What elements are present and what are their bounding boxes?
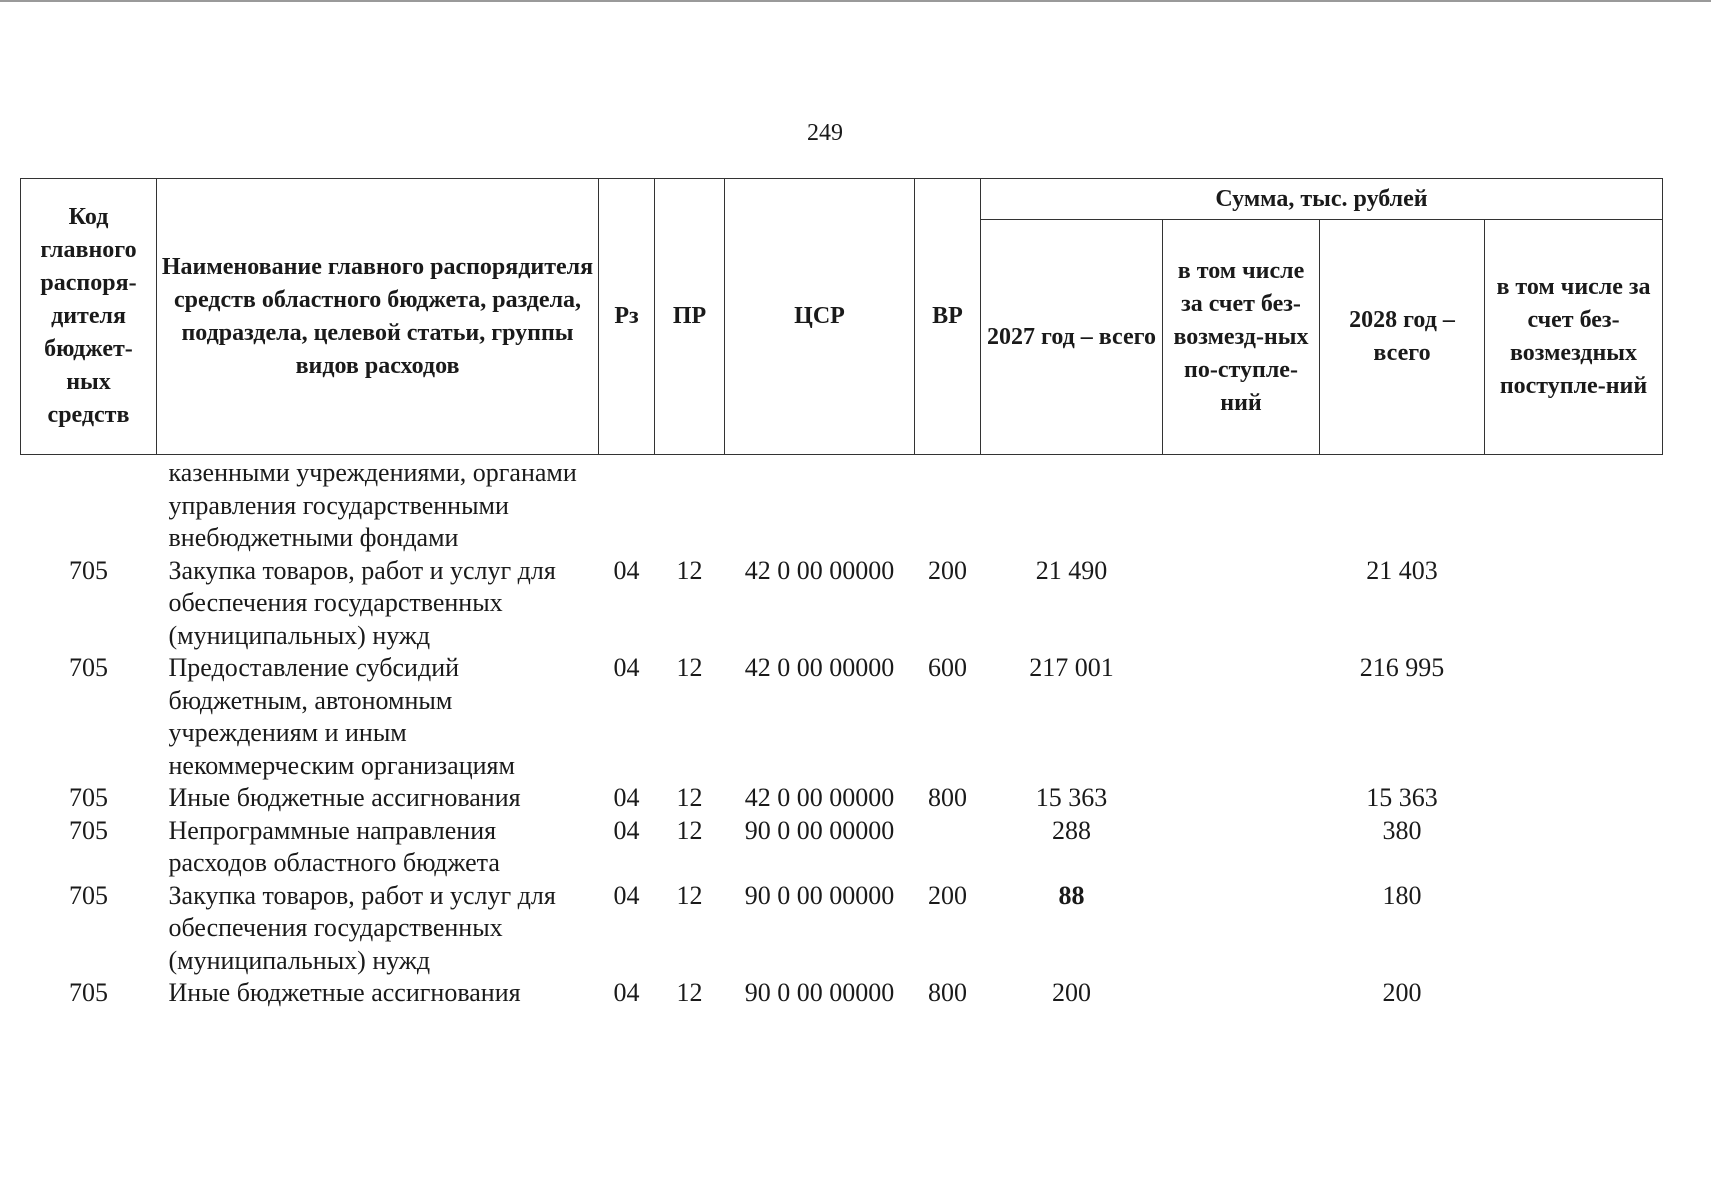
cell-name: Иные бюджетные ассигнования	[168, 783, 521, 812]
cell-csr: 42 0 00 00000	[744, 555, 895, 585]
cell-2027-total: 217 001	[1029, 653, 1114, 682]
cell-pr: 12	[676, 555, 703, 585]
cell-pr	[655, 455, 725, 555]
cell-2028-total: 380	[1382, 815, 1422, 845]
cell-code: 705	[69, 783, 108, 812]
table-row	[21, 455, 1663, 555]
cell-2027-total: 21 490	[1035, 555, 1108, 585]
header-code: Код главного распоря-дителя бюджет-ных средств	[21, 179, 157, 455]
header-csr: ЦСР	[725, 179, 915, 455]
header-vr: ВР	[915, 179, 981, 455]
cell-csr: 90 0 00 00000	[744, 880, 895, 910]
cell-csr: 42 0 00 00000	[744, 653, 895, 682]
table-row	[21, 815, 1663, 880]
cell-csr: 42 0 00 00000	[744, 783, 895, 812]
cell-code: 705	[69, 653, 108, 682]
cell-vr: 800	[928, 783, 967, 812]
cell-2027-gratuitous	[1163, 880, 1320, 978]
cell-pr: 12	[676, 783, 703, 812]
budget-table	[20, 178, 1663, 1010]
cell-csr	[725, 455, 915, 555]
cell-rz: 04	[613, 653, 640, 682]
cell-rz: 04	[613, 880, 640, 910]
table-body	[21, 455, 1663, 1010]
cell-name: казенными учреждениями, органами управления государственными внебюджетными фондами	[168, 458, 577, 552]
cell-2027-gratuitous	[1163, 652, 1320, 782]
cell-code: 705	[69, 978, 108, 1007]
cell-name: Непрограммные направления расходов областного бюджета	[168, 815, 500, 877]
header-rz: Рз	[599, 179, 655, 455]
cell-2028-total: 180	[1382, 880, 1422, 910]
table-row	[21, 652, 1663, 782]
cell-rz: 04	[613, 978, 640, 1007]
table-header	[21, 179, 1663, 455]
cell-csr: 90 0 00 00000	[744, 978, 895, 1007]
cell-2028-total: 200	[1382, 978, 1422, 1007]
cell-rz: 04	[613, 783, 640, 812]
header-2028-total: 2028 год – всего	[1320, 220, 1485, 455]
cell-rz	[599, 455, 655, 555]
cell-2027-total: 288	[1052, 815, 1091, 845]
cell-pr: 12	[676, 653, 703, 682]
cell-2028-total: 216 995	[1359, 653, 1445, 682]
cell-vr: 200	[928, 555, 967, 585]
cell-2027-gratuitous	[1163, 555, 1320, 653]
table-row	[21, 977, 1663, 1010]
cell-2028-gratuitous	[1485, 455, 1663, 555]
header-2027-gratuitous: в том числе за счет без-возмезд-ных по-ступле-ний	[1163, 220, 1320, 455]
cell-2028-total	[1320, 455, 1485, 555]
cell-code: 705	[69, 815, 108, 845]
cell-vr	[915, 815, 981, 880]
cell-vr: 800	[928, 978, 967, 1007]
table-row	[21, 555, 1663, 653]
cell-2027-gratuitous	[1163, 977, 1320, 1010]
header-2028-gratuitous: в том числе за счет без-возмездных поступле-ний	[1485, 220, 1663, 455]
cell-2027-total: 88	[1058, 880, 1085, 910]
cell-rz: 04	[613, 555, 640, 585]
cell-code: 705	[69, 555, 108, 585]
cell-vr	[915, 455, 981, 555]
table-row	[21, 782, 1663, 815]
cell-2028-gratuitous	[1485, 815, 1663, 880]
cell-rz: 04	[613, 815, 640, 845]
header-pr: ПР	[655, 179, 725, 455]
cell-2028-gratuitous	[1485, 782, 1663, 815]
cell-name: Иные бюджетные ассигнования	[168, 978, 521, 1007]
cell-pr: 12	[676, 815, 703, 845]
cell-2028-gratuitous	[1485, 977, 1663, 1010]
cell-code: 705	[69, 880, 108, 910]
cell-2028-total: 21 403	[1366, 555, 1438, 585]
cell-name: Закупка товаров, работ и услуг для обеспечения государственных (муниципальных) нужд	[168, 555, 556, 650]
cell-code	[21, 455, 157, 555]
cell-vr: 600	[928, 653, 967, 682]
page-number: 249	[807, 120, 843, 146]
cell-2027-gratuitous	[1163, 455, 1320, 555]
cell-2027-gratuitous	[1163, 815, 1320, 880]
cell-2028-total: 15 363	[1366, 783, 1438, 812]
header-sum-group: Сумма, тыс. рублей	[981, 179, 1663, 220]
cell-pr: 12	[676, 978, 703, 1007]
cell-2027-total: 200	[1052, 978, 1091, 1007]
cell-name: Предоставление субсидий бюджетным, автономным учреждениям и иным некоммерческим организациям	[168, 653, 515, 780]
scan-edge-line	[0, 0, 1711, 2]
table-row	[21, 880, 1663, 978]
cell-2027-gratuitous	[1163, 782, 1320, 815]
cell-csr: 90 0 00 00000	[744, 815, 895, 845]
header-2027-total: 2027 год – всего	[981, 220, 1163, 455]
cell-2028-gratuitous	[1485, 880, 1663, 978]
cell-2028-gratuitous	[1485, 555, 1663, 653]
cell-pr: 12	[676, 880, 703, 910]
cell-2028-gratuitous	[1485, 652, 1663, 782]
header-name: Наименование главного распорядителя средств областного бюджета, раздела, подраздела, целевой статьи, группы видов расходов	[157, 179, 599, 455]
cell-2027-total	[981, 455, 1163, 555]
cell-name: Закупка товаров, работ и услуг для обеспечения государственных (муниципальных) нужд	[168, 880, 556, 975]
cell-2027-total: 15 363	[1035, 783, 1108, 812]
cell-vr: 200	[928, 880, 967, 910]
